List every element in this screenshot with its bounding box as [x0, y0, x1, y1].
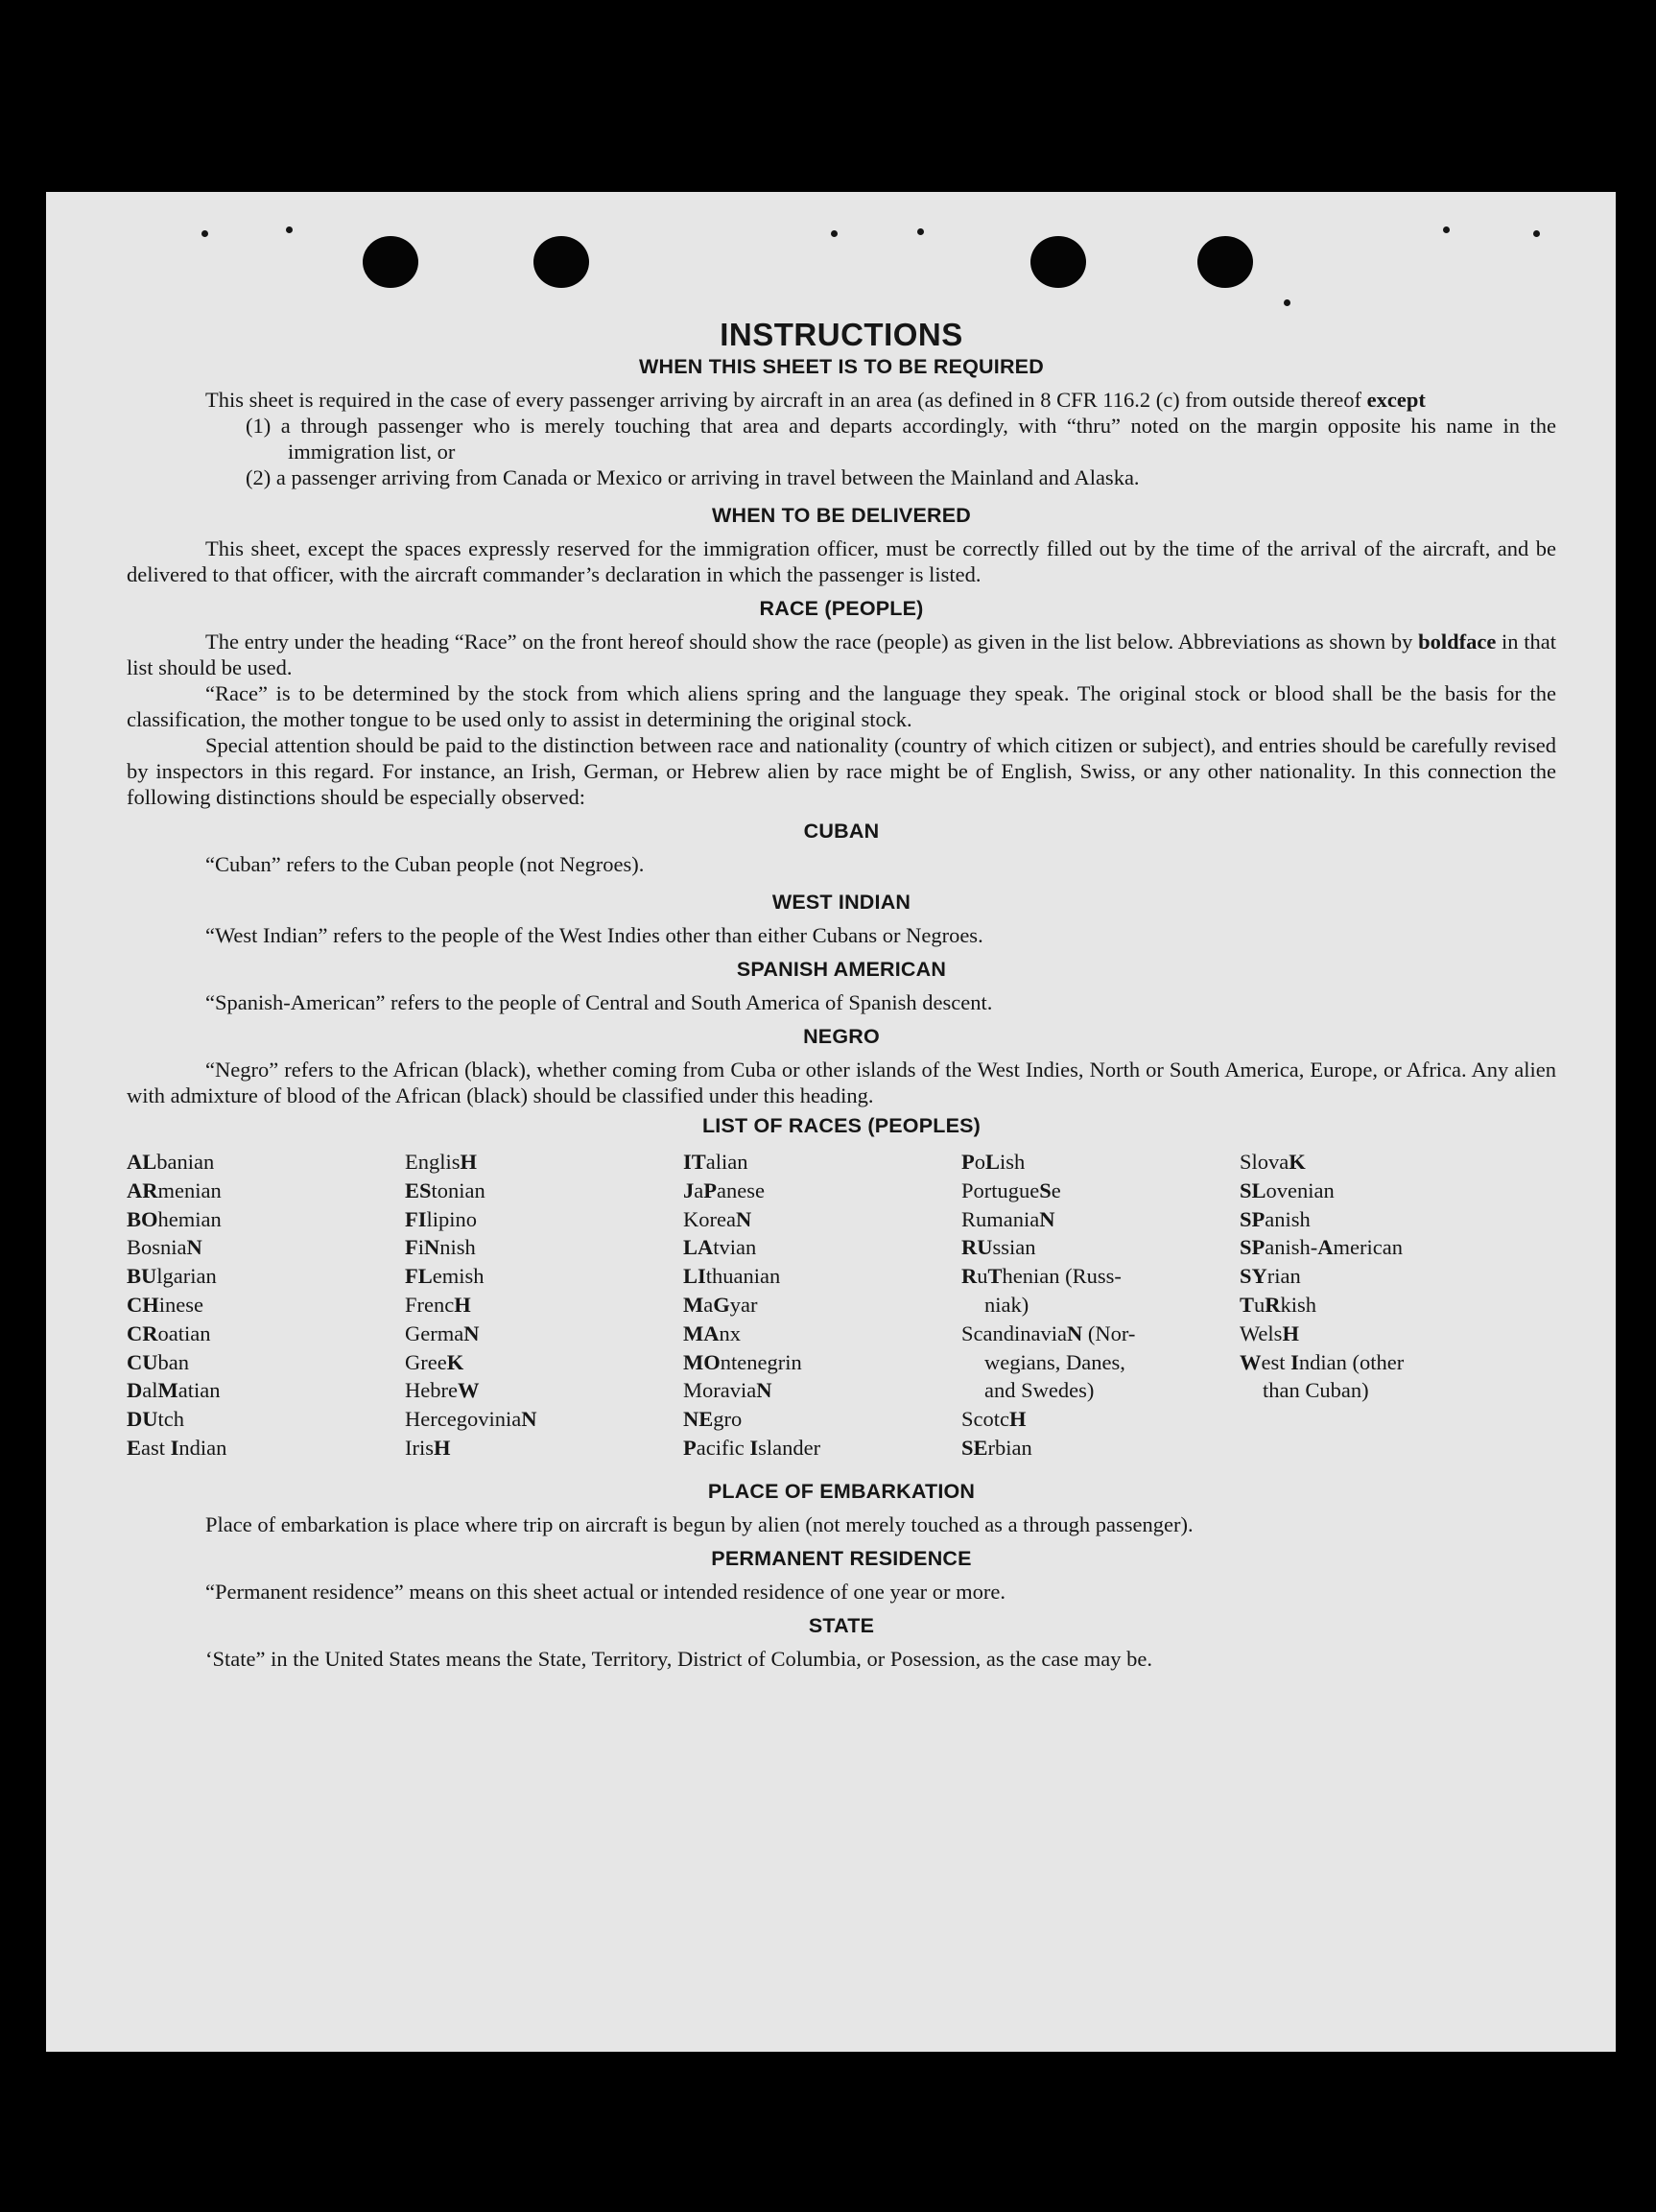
race-item: EnglisH — [405, 1150, 478, 1174]
race-item: WelsH — [1240, 1320, 1299, 1345]
instructions-content — [127, 317, 1556, 1672]
negro-text: “Negro” refers to the African (black), whether coming from Cuba or other islands of the West Indies, North or South America, Europe, or Africa. Any alien with admixture of blood of the African (black) should be classified under this heading. — [127, 1058, 1556, 1107]
speck — [1284, 299, 1290, 306]
state-text: ‘State” in the United States means the State, Territory, District of Columbia, or Posession, as the case may be. — [205, 1646, 1152, 1671]
race-item: BosniaN — [127, 1235, 202, 1260]
race-item: SPanish — [1240, 1206, 1311, 1231]
race-item: CRoatian — [127, 1320, 211, 1345]
race-item: HercegoviniaN — [405, 1407, 537, 1432]
race-item: MaGyar — [683, 1292, 758, 1317]
heading-spanish-american: SPANISH AMERICAN — [736, 958, 947, 981]
instruction-sheet — [46, 192, 1616, 2052]
embarkation-text: Place of embarkation is place where trip on aircraft is begun by alien (not merely touched as a through passenger). — [205, 1511, 1194, 1536]
race-item: DUtch — [127, 1407, 184, 1432]
race-item: LAtvian — [683, 1235, 757, 1260]
heading-embarkation: PLACE OF EMBARKATION — [707, 1479, 976, 1503]
race-item: than Cuban) — [1263, 1378, 1369, 1403]
heading-race: RACE (PEOPLE) — [759, 597, 924, 620]
race-item: RumaniaN — [961, 1206, 1055, 1231]
race-item: BOhemian — [127, 1206, 222, 1231]
race-item: LIthuanian — [683, 1264, 781, 1289]
race-item: GreeK — [405, 1349, 464, 1374]
speck — [201, 230, 208, 237]
race-item: TuRkish — [1240, 1292, 1317, 1317]
speck — [1443, 226, 1450, 233]
race-paragraph-3: Special attention should be paid to the distinction between race and nationality (country of which citizen or subject), and entries should be carefully revised by inspectors in this regard. For instance, an Irish, German, or Hebrew alien by race might be of English, Swiss, or any other nationality. In this connection the following distinctions should be especially observed: — [127, 733, 1556, 809]
race-item: FiNnish — [405, 1235, 476, 1260]
race-item: BUlgarian — [127, 1264, 217, 1289]
race-item: IrisH — [405, 1435, 451, 1460]
when-required-intro: This sheet is required in the case of every passenger arriving by aircraft in an area (as defined in 8 CFR 116.2 (c) from outside thereof — [205, 388, 1361, 412]
punch-hole — [533, 236, 589, 288]
race-item: EStonian — [405, 1177, 485, 1202]
race-item: CUban — [127, 1349, 189, 1374]
speck — [917, 228, 924, 235]
race-item: RUssian — [961, 1235, 1036, 1260]
cuban-text: “Cuban” refers to the Cuban people (not Negroes). — [205, 852, 645, 876]
race-item: HebreW — [405, 1378, 480, 1403]
list-of-races — [127, 1148, 1556, 1463]
race-column — [1240, 1148, 1518, 1463]
race-item: ITalian — [683, 1150, 748, 1174]
race-item: West Indian (other — [1240, 1349, 1405, 1374]
page-title: INSTRUCTIONS — [720, 317, 963, 352]
heading-residence: PERMANENT RESIDENCE — [711, 1546, 972, 1570]
race-column — [961, 1148, 1240, 1463]
race-item: SlovaK — [1240, 1150, 1306, 1174]
race-item: SPanish-American — [1240, 1235, 1403, 1260]
race-item: FLemish — [405, 1264, 485, 1289]
race-item: RuThenian (Russ- — [961, 1264, 1122, 1289]
heading-state: STATE — [808, 1613, 875, 1637]
punch-hole — [1030, 236, 1086, 288]
race-item: FrencH — [405, 1292, 471, 1317]
race-item: niak) — [984, 1292, 1029, 1317]
race-item: East Indian — [127, 1435, 227, 1460]
race-item: SErbian — [961, 1435, 1032, 1460]
race-paragraph-2: “Race” is to be determined by the stock from which aliens spring and the language they speak. The original stock or blood shall be the basis for the classification, the mother tongue to be used only to assist in determining the original stock. — [127, 681, 1556, 731]
race-item: KoreaN — [683, 1206, 752, 1231]
race-item: wegians, Danes, — [984, 1349, 1125, 1374]
punch-hole — [1197, 236, 1253, 288]
spanish-american-text: “Spanish-American” refers to the people of Central and South America of Spanish descent. — [205, 990, 993, 1014]
west-indian-text: “West Indian” refers to the people of the West Indies other than either Cubans or Negroes. — [205, 923, 983, 947]
heading-cuban: CUBAN — [803, 820, 880, 843]
race-item: FIlipino — [405, 1206, 478, 1231]
race-item: GermaN — [405, 1320, 480, 1345]
race-item: DalMatian — [127, 1378, 221, 1403]
race-item: SLovenian — [1240, 1177, 1335, 1202]
race-item: ScandinaviaN (Nor- — [961, 1320, 1136, 1345]
when-delivered-text: This sheet, except the spaces expressly reserved for the immigration officer, must be correctly filled out by the time of the arrival of the aircraft, and be delivered to that officer, with the aircraft commander’s declaration in which the passenger is listed. — [127, 536, 1556, 586]
speck — [286, 226, 293, 233]
speck — [1533, 230, 1540, 237]
speck — [831, 230, 838, 237]
race-column — [127, 1148, 405, 1463]
race-column — [683, 1148, 961, 1463]
race-item: Pacific Islander — [683, 1435, 821, 1460]
race-item: PortugueSe — [961, 1177, 1061, 1202]
race-item: CHinese — [127, 1292, 203, 1317]
race-p1-text: The entry under the heading “Race” on the front hereof should show the race (people) as given in the list below. Abbreviations as shown by — [205, 630, 1413, 654]
race-column — [405, 1148, 683, 1463]
when-required-text — [127, 387, 1556, 413]
when-required-item-1: (1) a through passenger who is merely touching that area and departs accordingly, with “thru” noted on the margin opposite his name in the immigration list, or — [246, 414, 1556, 464]
race-item: MAnx — [683, 1320, 741, 1345]
race-item: ScotcH — [961, 1407, 1027, 1432]
race-item: JaPanese — [683, 1177, 765, 1202]
race-item: ALbanian — [127, 1150, 215, 1174]
punch-hole — [363, 236, 418, 288]
heading-negro: NEGRO — [803, 1025, 880, 1048]
heading-when-required: WHEN THIS SHEET IS TO BE REQUIRED — [639, 355, 1044, 378]
race-paragraph-1 — [127, 629, 1556, 680]
when-required-item-2: (2) a passenger arriving from Canada or Mexico or arriving in travel between the Mainland and Alaska. — [246, 465, 1140, 489]
heading-west-indian: WEST INDIAN — [771, 891, 911, 914]
heading-list-of-races: LIST OF RACES (PEOPLES) — [701, 1114, 982, 1137]
race-item: PoLish — [961, 1150, 1026, 1174]
race-p1-end: in that list should be used. — [127, 630, 1556, 679]
heading-when-delivered: WHEN TO BE DELIVERED — [712, 504, 971, 527]
race-item: ARmenian — [127, 1177, 222, 1202]
race-item: MoraviaN — [683, 1378, 772, 1403]
race-p1-bold: boldface — [1418, 630, 1497, 654]
residence-text: “Permanent residence” means on this sheet actual or intended residence of one year or more. — [205, 1579, 1006, 1604]
race-item: MOntenegrin — [683, 1349, 802, 1374]
race-item: SYrian — [1240, 1264, 1301, 1289]
race-item: and Swedes) — [984, 1378, 1095, 1403]
when-required-except: except — [1366, 388, 1426, 412]
race-item: NEgro — [683, 1407, 743, 1432]
